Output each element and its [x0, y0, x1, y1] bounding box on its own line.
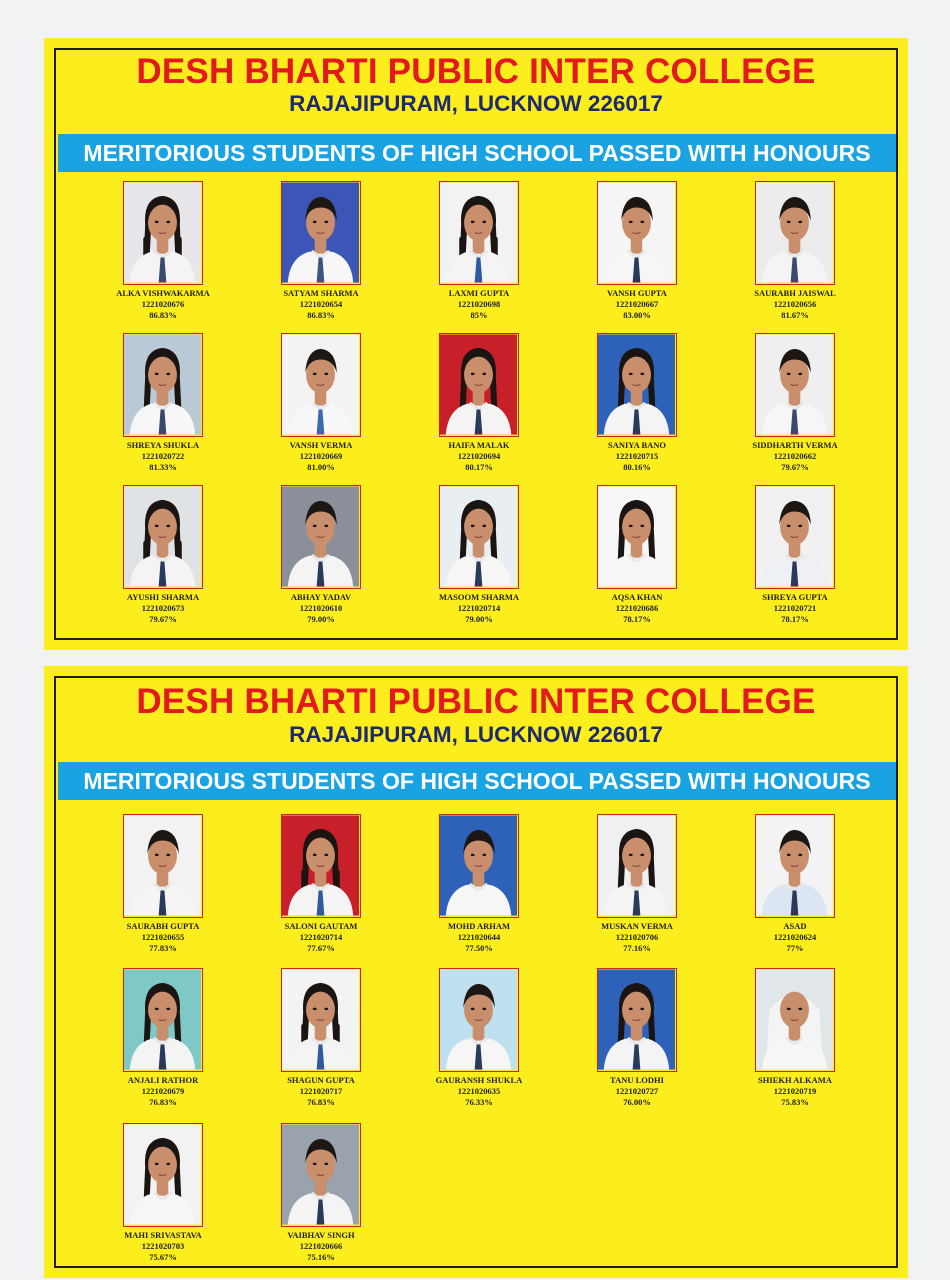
student-percentage: 75.16% — [307, 1252, 335, 1262]
student-photo — [281, 485, 361, 589]
student-card — [113, 181, 213, 321]
student-percentage: 78.17% — [781, 614, 809, 624]
student-percentage: 80.16% — [623, 462, 651, 472]
student-percentage: 75.83% — [781, 1097, 809, 1107]
student-roll-number: 1221020714 — [457, 603, 501, 613]
student-roll-number: 1221020667 — [615, 299, 659, 309]
poster-2 — [44, 666, 908, 1278]
student-percentage: 79.00% — [465, 614, 493, 624]
student-card — [271, 814, 371, 954]
student-card — [113, 485, 213, 625]
student-roll-number: 1221020679 — [141, 1086, 185, 1096]
student-percentage: 77.50% — [465, 943, 493, 953]
student-percentage: 77.16% — [623, 943, 651, 953]
student-name: HAIFA MALAK — [448, 440, 510, 450]
student-name: SIDDHARTH VERMA — [752, 440, 838, 450]
student-photo — [123, 333, 203, 437]
student-percentage: 79.00% — [307, 614, 335, 624]
student-photo — [123, 485, 203, 589]
student-roll-number: 1221020644 — [457, 932, 501, 942]
student-photo — [597, 333, 677, 437]
student-name: SAURABH GUPTA — [126, 921, 200, 931]
student-photo — [123, 968, 203, 1072]
student-photo — [281, 181, 361, 285]
student-percentage: 79.67% — [149, 614, 177, 624]
student-percentage: 85% — [470, 310, 488, 320]
student-name: ABHAY YADAV — [290, 592, 352, 602]
student-percentage: 86.83% — [149, 310, 177, 320]
student-photo — [439, 968, 519, 1072]
student-card — [429, 968, 529, 1108]
student-roll-number: 1221020703 — [141, 1241, 185, 1251]
student-card — [745, 333, 845, 473]
student-percentage: 77.67% — [307, 943, 335, 953]
student-card — [113, 814, 213, 954]
student-photo — [123, 814, 203, 918]
student-roll-number: 1221020654 — [299, 299, 343, 309]
honours-banner: MERITORIOUS STUDENTS OF HIGH SCHOOL PASSED WITH HONOURS — [58, 762, 896, 800]
student-percentage: 76.00% — [623, 1097, 651, 1107]
student-card — [587, 485, 687, 625]
student-name: SANIYA BANO — [607, 440, 667, 450]
college-address: RAJAJIPURAM, LUCKNOW 226017 — [289, 91, 663, 116]
student-name: SHREYA SHUKLA — [126, 440, 200, 450]
student-name: SHREYA GUPTA — [762, 592, 828, 602]
student-card — [271, 333, 371, 473]
student-photo — [281, 1123, 361, 1227]
student-name: GAURANSH SHUKLA — [435, 1075, 523, 1085]
student-name: VANSH GUPTA — [607, 288, 667, 298]
student-name: MOHD ARHAM — [447, 921, 511, 931]
student-name: ALKA VISHWAKARMA — [116, 288, 210, 298]
student-photo — [281, 968, 361, 1072]
student-name: MASOOM SHARMA — [438, 592, 520, 602]
student-card — [429, 181, 529, 321]
student-roll-number: 1221020721 — [773, 603, 817, 613]
student-name: ANJALI RATHOR — [127, 1075, 199, 1085]
student-roll-number: 1221020656 — [773, 299, 817, 309]
student-card — [113, 968, 213, 1108]
student-percentage: 81.67% — [781, 310, 809, 320]
student-card — [113, 333, 213, 473]
student-roll-number: 1221020717 — [299, 1086, 343, 1096]
student-roll-number: 1221020635 — [457, 1086, 501, 1096]
student-percentage: 76.83% — [307, 1097, 335, 1107]
student-card — [587, 814, 687, 954]
student-photo — [597, 181, 677, 285]
honours-banner: MERITORIOUS STUDENTS OF HIGH SCHOOL PASSED WITH HONOURS — [58, 134, 896, 172]
student-photo — [439, 485, 519, 589]
student-photo — [755, 181, 835, 285]
student-card — [745, 968, 845, 1108]
student-photo — [597, 485, 677, 589]
student-roll-number: 1221020719 — [773, 1086, 817, 1096]
student-roll-number: 1221020714 — [299, 932, 343, 942]
student-photo — [281, 333, 361, 437]
student-photo — [123, 181, 203, 285]
student-name: SAURABH JAISWAL — [754, 288, 836, 298]
student-photo — [439, 333, 519, 437]
student-photo — [755, 485, 835, 589]
student-card — [271, 1123, 371, 1263]
student-roll-number: 1221020727 — [615, 1086, 659, 1096]
student-photo — [439, 814, 519, 918]
student-percentage: 76.83% — [149, 1097, 177, 1107]
student-photo — [281, 814, 361, 918]
student-card — [271, 485, 371, 625]
student-percentage: 81.00% — [307, 462, 335, 472]
student-roll-number: 1221020666 — [299, 1241, 343, 1251]
student-name: SHIEKH ALKAMA — [758, 1075, 832, 1085]
student-roll-number: 1221020673 — [141, 603, 185, 613]
student-roll-number: 1221020686 — [615, 603, 659, 613]
student-name: AYUSHI SHARMA — [126, 592, 200, 602]
student-photo — [597, 968, 677, 1072]
student-percentage: 86.83% — [307, 310, 335, 320]
student-percentage: 83.00% — [623, 310, 651, 320]
student-photo — [755, 333, 835, 437]
student-roll-number: 1221020655 — [141, 932, 185, 942]
student-photo — [439, 181, 519, 285]
student-card — [429, 485, 529, 625]
student-card — [113, 1123, 213, 1263]
poster-1 — [44, 38, 908, 650]
student-percentage: 77% — [786, 943, 804, 953]
college-title: DESH BHARTI PUBLIC INTER COLLEGE — [136, 682, 816, 721]
student-photo — [123, 1123, 203, 1227]
student-card — [271, 181, 371, 321]
student-roll-number: 1221020610 — [299, 603, 343, 613]
student-percentage: 77.83% — [149, 943, 177, 953]
college-title: DESH BHARTI PUBLIC INTER COLLEGE — [136, 52, 816, 91]
student-roll-number: 1221020662 — [773, 451, 817, 461]
student-name: MAHI SRIVASTAVA — [124, 1230, 202, 1240]
student-card — [587, 181, 687, 321]
student-photo — [597, 814, 677, 918]
student-percentage: 76.33% — [465, 1097, 493, 1107]
student-roll-number: 1221020706 — [615, 932, 659, 942]
student-name: SALONI GAUTAM — [284, 921, 358, 931]
student-name: TANU LODHI — [610, 1075, 664, 1085]
student-percentage: 79.67% — [781, 462, 809, 472]
student-card — [587, 333, 687, 473]
student-card — [745, 814, 845, 954]
student-card — [745, 485, 845, 625]
student-card — [429, 333, 529, 473]
student-roll-number: 1221020715 — [615, 451, 659, 461]
student-card — [587, 968, 687, 1108]
student-card — [745, 181, 845, 321]
student-card — [271, 968, 371, 1108]
student-percentage: 78.17% — [623, 614, 651, 624]
student-photo — [755, 968, 835, 1072]
student-roll-number: 1221020624 — [773, 932, 817, 942]
student-name: ASAD — [783, 921, 807, 931]
student-photo — [755, 814, 835, 918]
student-roll-number: 1221020694 — [457, 451, 501, 461]
student-name: LAXMI GUPTA — [448, 288, 510, 298]
student-name: VANSH VERMA — [289, 440, 353, 450]
college-address: RAJAJIPURAM, LUCKNOW 226017 — [289, 722, 663, 747]
student-name: MUSKAN VERMA — [601, 921, 673, 931]
student-percentage: 81.33% — [149, 462, 177, 472]
student-roll-number: 1221020676 — [141, 299, 185, 309]
student-name: VAIBHAV SINGH — [287, 1230, 355, 1240]
student-name: SHAGUN GUPTA — [287, 1075, 355, 1085]
student-name: SATYAM SHARMA — [283, 288, 359, 298]
student-roll-number: 1221020669 — [299, 451, 343, 461]
student-card — [429, 814, 529, 954]
student-roll-number: 1221020698 — [457, 299, 501, 309]
student-percentage: 80.17% — [465, 462, 493, 472]
student-roll-number: 1221020722 — [141, 451, 185, 461]
student-name: AQSA KHAN — [611, 592, 663, 602]
student-percentage: 75.67% — [149, 1252, 177, 1262]
